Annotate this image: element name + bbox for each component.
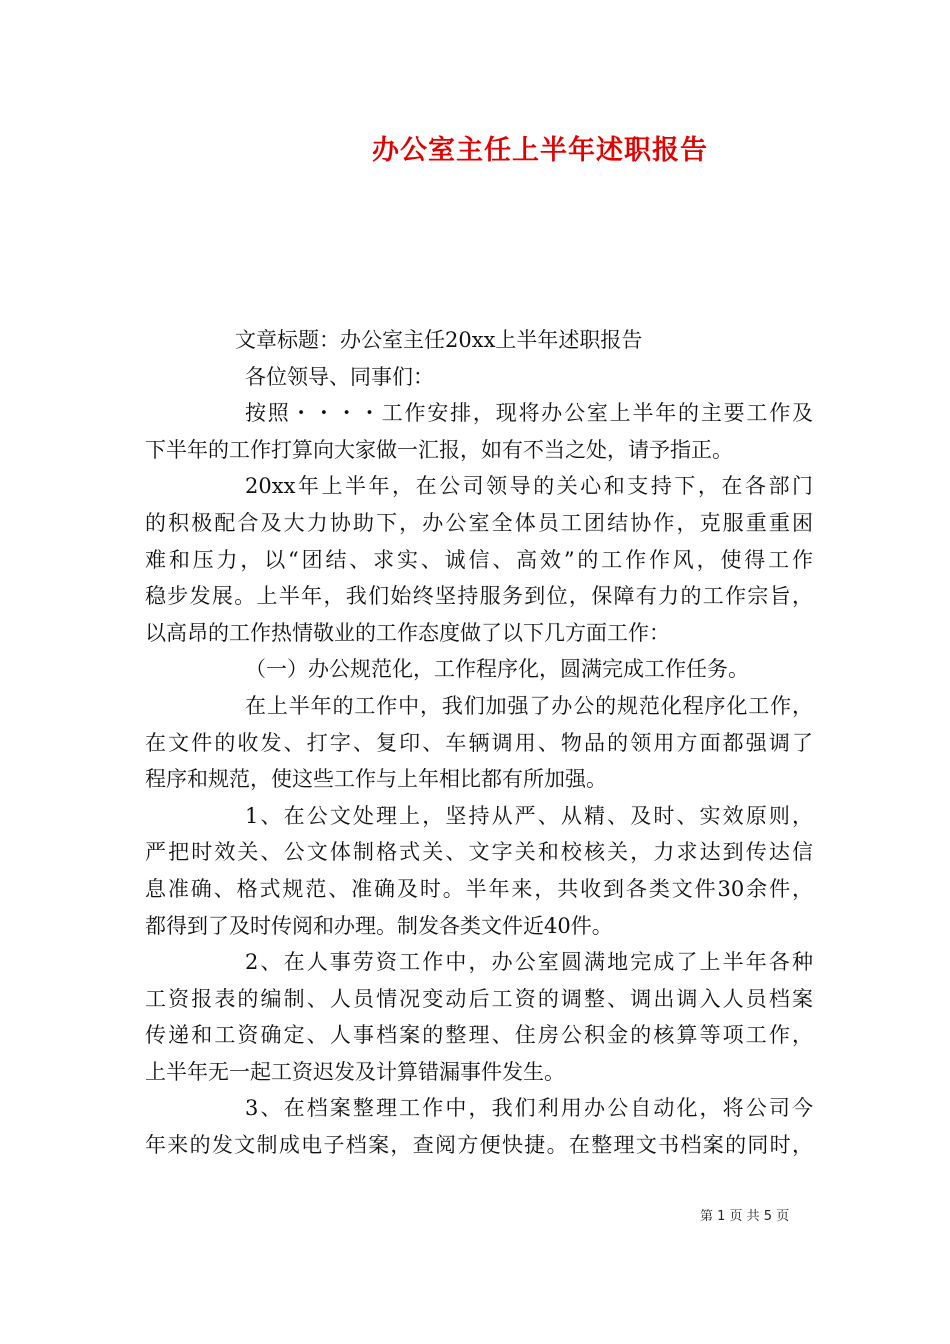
body-line: 程序和规范，使这些工作与上年相比都有所加强。 bbox=[145, 767, 607, 792]
body-line: 工资报表的编制、人员情况变动后工资的调整、调出调入人员档案 bbox=[145, 986, 813, 1011]
body-line: 稳步发展。上半年，我们始终坚持服务到位，保障有力的工作宗旨， bbox=[145, 584, 813, 609]
body-line: 息准确、格式规范、准确及时。半年来，共收到各类文件30余件， bbox=[145, 876, 813, 901]
document-body bbox=[145, 322, 813, 1164]
body-line: 1、在公文处理上，坚持从严、从精、及时、实效原则， bbox=[245, 803, 813, 828]
body-line: 下半年的工作打算向大家做一汇报，如有不当之处，请予指正。 bbox=[145, 437, 733, 462]
section-heading-line: （一）办公规范化，工作程序化，圆满完成工作任务。 bbox=[245, 657, 749, 682]
body-line: 年来的发文制成电子档案，查阅方便快捷。在整理文书档案的同时， bbox=[145, 1133, 813, 1158]
salutation-line: 各位领导、同事们： bbox=[245, 364, 434, 389]
body-line: 20xx年上半年，在公司领导的关心和支持下，在各部门 bbox=[245, 474, 813, 499]
body-line: 2、在人事劳资工作中，办公室圆满地完成了上半年各种 bbox=[245, 950, 813, 975]
page-title: 办公室主任上半年述职报告 bbox=[372, 135, 708, 166]
page-number-footer: 第 1 页 共 5 页 bbox=[700, 1209, 790, 1224]
body-line: 以高昂的工作热情敬业的工作态度做了以下几方面工作： bbox=[145, 620, 670, 645]
body-line: 上半年无一起工资迟发及计算错漏事件发生。 bbox=[145, 1059, 565, 1084]
body-line: 3、在档案整理工作中，我们利用办公自动化，将公司今 bbox=[245, 1096, 813, 1121]
body-line: 都得到了及时传阅和办理。制发各类文件近40件。 bbox=[145, 913, 613, 938]
body-line: 传递和工资确定、人事档案的整理、住房公积金的核算等项工作， bbox=[145, 1023, 813, 1048]
body-line: 的积极配合及大力协助下，办公室全体员工团结协作，克服重重困 bbox=[145, 510, 813, 535]
article-title-line: 文章标题：办公室主任20xx上半年述职报告 bbox=[235, 328, 643, 352]
body-line: 按照・・・・工作安排，现将办公室上半年的主要工作及 bbox=[245, 401, 813, 426]
body-line: 严把时效关、公文体制格式关、文字关和校核关，力求达到传达信 bbox=[145, 840, 813, 865]
body-line: 在文件的收发、打字、复印、车辆调用、物品的领用方面都强调了 bbox=[145, 730, 813, 755]
body-line: 在上半年的工作中，我们加强了办公的规范化程序化工作， bbox=[245, 693, 813, 718]
body-line: 难和压力，以“团结、求实、诚信、高效”的工作作风，使得工作 bbox=[145, 547, 813, 572]
